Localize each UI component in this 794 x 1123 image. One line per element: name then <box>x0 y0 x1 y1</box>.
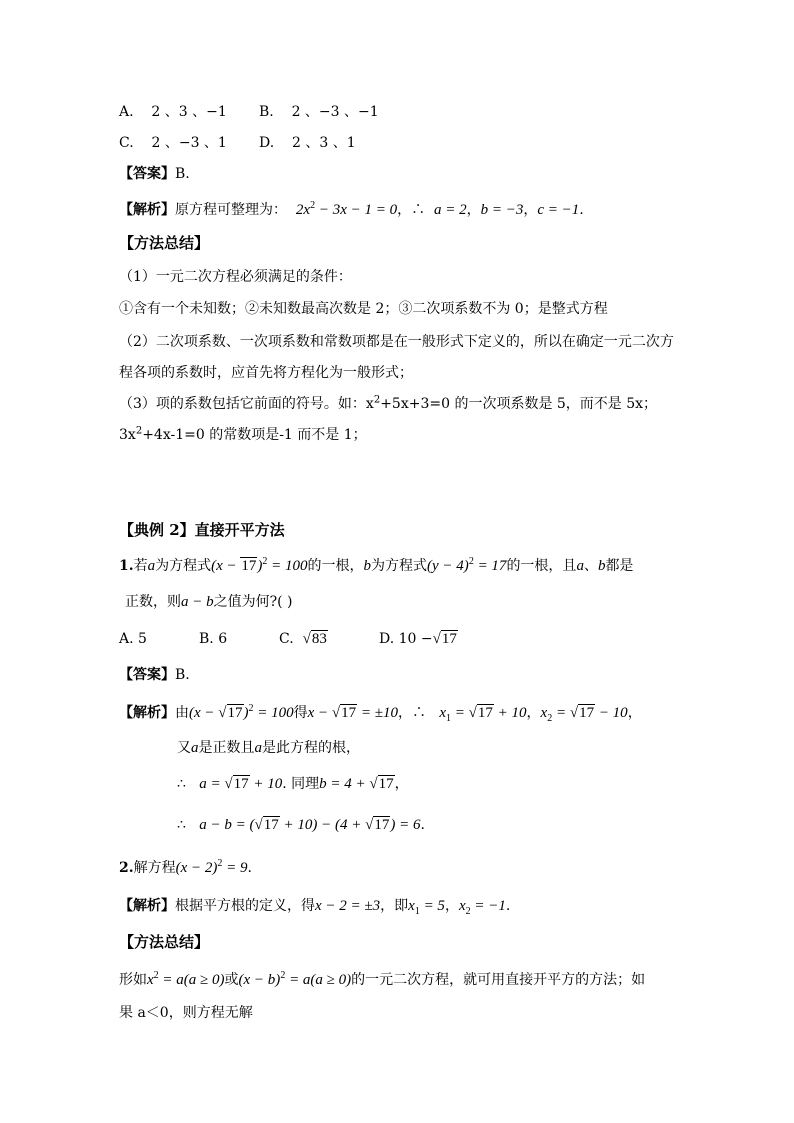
option-b <box>259 101 379 123</box>
example2-analysis-line1: 【解析】由$(x - √17)^2 = 100$得x − √17 = ±10，∴ $x_1 = √17 + 10$，$x_2 = √17 - 10$， <box>119 703 642 724</box>
option-a-label: A. <box>119 104 134 120</box>
analysis-label: 【解析】 <box>119 202 175 218</box>
option-a <box>119 101 227 123</box>
example2-option-b: B. 6 <box>199 631 228 647</box>
example2-answer: 【答案】B. <box>119 667 190 683</box>
q1-answer <box>119 163 190 185</box>
method-summary-title-2: 【方法总结】 <box>119 933 210 951</box>
method1-line3: （2）二次项系数、一次项系数和常数项都是在一般形式下定义的，所以在确定一元二次方 <box>119 334 674 350</box>
equation: $2x^2 - 3x - 1 = 0$ <box>295 200 398 218</box>
example2-title: 直接开平方法 <box>194 521 285 539</box>
method1-line5: （3）项的系数包括它前面的符号。如：$x^2+5x+3=0$ 的一次项系数是 5，而不是 5x； <box>119 394 658 412</box>
c-value: c = −1 <box>537 202 580 218</box>
example2-q2: 2.解方程$(x - 2)^2 = 9$. <box>119 858 252 876</box>
method2-line1: 形如$x^2 = a(a \ge 0)$或$(x - b)^2 = a(a \ge 0)$的一元二次方程，就可用直接开平方的方法；如 <box>119 970 646 988</box>
analysis-text: 原方程可整理为： <box>175 202 287 218</box>
therefore-symbol: ∴ <box>411 202 426 218</box>
example2-analysis-line3: ∴ a = √17 + 10. 同理b = 4 + √17， <box>177 776 409 792</box>
option-d <box>259 132 356 154</box>
option-a-value: 2 、3 、−1 <box>151 104 227 120</box>
option-c-label: C. <box>119 135 134 151</box>
example2-q1-line1: 1.若a为方程式$(x - 17)^2 = 100$的一根，b为方程式$(y - 4)^2 = 17$的一根，且a、b都是 <box>119 556 634 574</box>
method1-line2: ①含有一个未知数；②未知数最高次数是 2；③二次项系数不为 0；是整式方程 <box>119 301 608 317</box>
example2-option-a: A. 5 <box>119 631 147 647</box>
a-value: a = 2 <box>434 202 467 218</box>
option-c-value: 2 、−3 、1 <box>151 135 227 151</box>
example2-analysis-line2: 又a是正数且a是此方程的根， <box>177 740 360 756</box>
example2-analysis-line4: ∴ a − b = (√17 + 10) − (4 + √17) = 6. <box>177 817 425 833</box>
method1-line1: （1）一元二次方程必须满足的条件： <box>119 269 352 285</box>
b-value: b = −3 <box>480 202 524 218</box>
method2-line2: 果 a＜0，则方程无解 <box>119 1005 253 1021</box>
option-b-value: 2 、−3 、−1 <box>291 104 379 120</box>
option-c <box>119 132 227 154</box>
method-summary-title-1: 【方法总结】 <box>119 234 210 252</box>
answer-value: B. <box>175 166 190 182</box>
example2-q2-analysis: 【解析】根据平方根的定义，得x − 2 = ±3，即$x_1 = 5$，$x_2 = -1$. <box>119 898 511 917</box>
q1-analysis: 【解析】原方程可整理为： $2x^2 - 3x - 1 = 0$，∴ a = 2，b = −3，c = −1. <box>119 200 584 218</box>
method1-line4: 程各项的系数时，应首先将方程化为一般形式； <box>119 365 413 381</box>
option-d-value: 2 、3 、1 <box>292 135 356 151</box>
option-d-label: D. <box>259 135 275 151</box>
answer-label: 【答案】 <box>119 166 175 182</box>
example2-q1-line2: 正数，则a − b之值为何?( ) <box>125 594 293 610</box>
example2-option-c: C. √83 <box>279 631 327 647</box>
example2-heading <box>119 519 285 541</box>
example2-option-d: D. 10 −√17 <box>379 631 457 647</box>
example2-label: 【典例 2】 <box>119 521 195 539</box>
method1-line6: $3x^2+4x-1=0$ 的常数项是-1 而不是 1； <box>119 425 367 443</box>
option-b-label: B. <box>259 104 274 120</box>
